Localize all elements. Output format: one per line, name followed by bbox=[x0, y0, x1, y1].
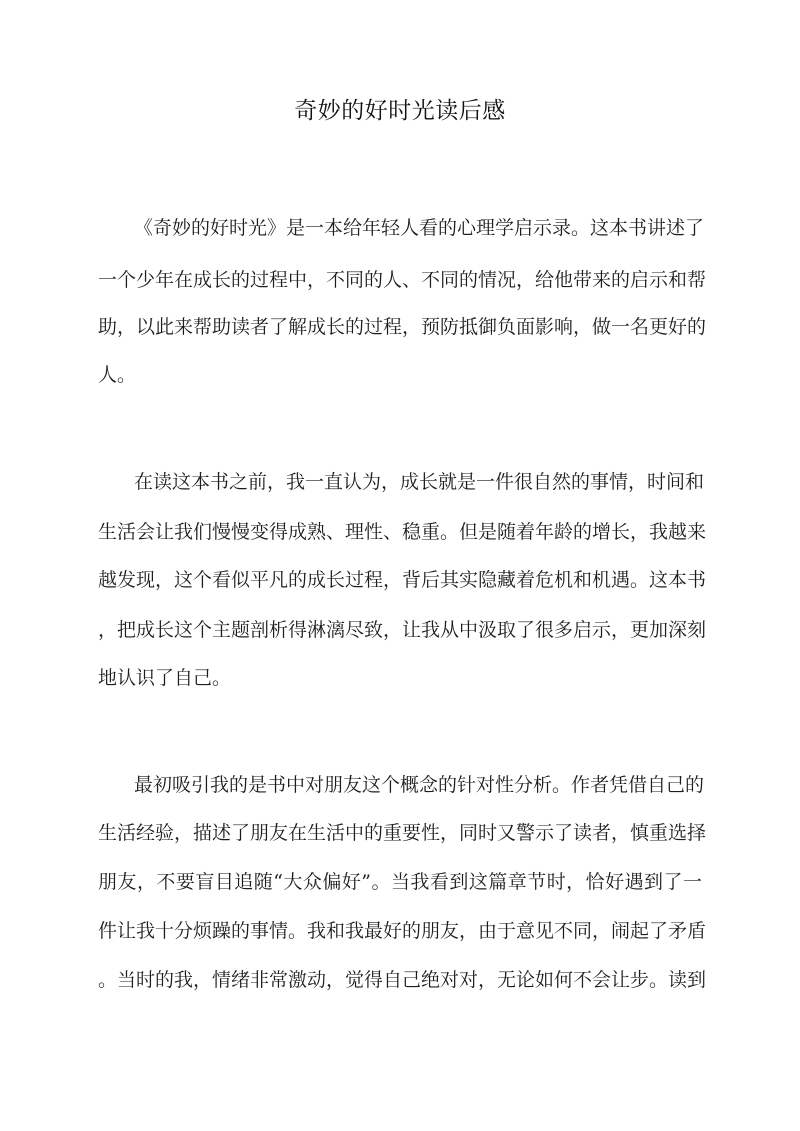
paragraph-3-line-5: 。当时的我，情绪非常激动，觉得自己绝对对，无论如何不会让步。读到 bbox=[98, 969, 707, 991]
paragraph-3-line-4: 件让我十分烦躁的事情。我和我最好的朋友，由于意见不同，闹起了矛盾 bbox=[98, 920, 707, 942]
paragraph-1-line-3: 助，以此来帮助读者了解成长的过程，预防抵御负面影响，做一名更好的 bbox=[98, 316, 707, 338]
paragraph-2-line-1: 在读这本书之前，我一直认为，成长就是一件很自然的事情，时间和 bbox=[134, 471, 705, 493]
paragraph-1-line-4: 人。 bbox=[98, 364, 137, 386]
paragraph-2-line-5: 地认识了自己。 bbox=[98, 667, 232, 689]
paragraph-3-line-1: 最初吸引我的是书中对朋友这个概念的针对性分析。作者凭借自己的 bbox=[134, 774, 705, 796]
paragraph-3-line-3: 朋友，不要盲目追随“大众偏好”。当我看到这篇章节时，恰好遇到了一 bbox=[98, 871, 702, 893]
paragraph-3-line-2: 生活经验，描述了朋友在生活中的重要性，同时又警示了读者，慎重选择 bbox=[98, 822, 707, 844]
paragraph-2-line-4: ，把成长这个主题剖析得淋漓尽致，让我从中汲取了很多启示，更加深刻 bbox=[98, 619, 707, 641]
paragraph-2-line-3: 越发现，这个看似平凡的成长过程，背后其实隐藏着危机和机遇。这本书 bbox=[98, 569, 707, 591]
paragraph-1-line-1: 《奇妙的好时光》是一本给年轻人看的心理学启示录。这本书讲述了 bbox=[134, 217, 705, 239]
document-title: 奇妙的好时光读后感 bbox=[294, 98, 506, 124]
paragraph-2-line-2: 生活会让我们慢慢变得成熟、理性、稳重。但是随着年龄的增长，我越来 bbox=[98, 521, 707, 543]
paragraph-1-line-2: 一个少年在成长的过程中，不同的人、不同的情况，给他带来的启示和帮 bbox=[98, 269, 707, 291]
